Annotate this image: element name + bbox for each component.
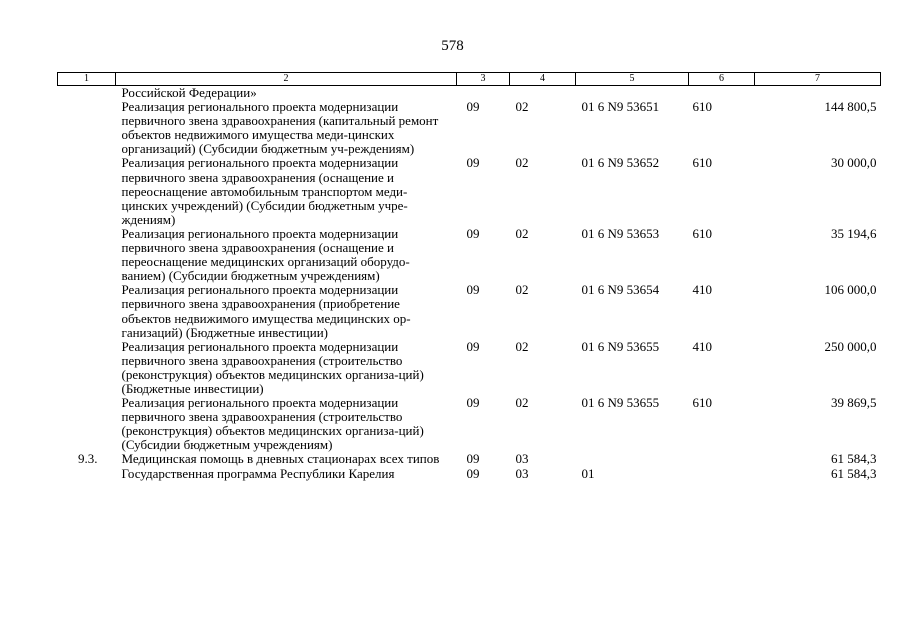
header-col-5: 5 [576, 73, 689, 86]
row-amount: 106 000,0 [824, 282, 877, 298]
table-row [58, 452, 881, 466]
row-expense-type [689, 86, 755, 101]
row-target-article [576, 86, 689, 101]
page-number: 578 [441, 38, 464, 54]
row-description: Государственная программа Республики Карелия [121, 465, 395, 481]
row-subsection: 02 [515, 338, 529, 354]
row-amount: 61 584,3 [831, 465, 877, 481]
row-expense-type: 610 [692, 155, 712, 171]
row-number [58, 396, 116, 452]
row-number [58, 86, 116, 101]
row-target-article: 01 [581, 465, 595, 481]
row-section: 09 [466, 99, 480, 115]
row-number [58, 467, 116, 481]
row-section: 09 [466, 225, 480, 241]
row-section: 09 [466, 282, 480, 298]
row-section [457, 86, 510, 101]
row-amount: 30 000,0 [831, 155, 877, 171]
header-col-6: 6 [689, 73, 755, 86]
row-subsection: 02 [515, 99, 529, 115]
table-row [58, 156, 881, 226]
row-number: 9.3. [78, 451, 98, 467]
row-section: 09 [466, 451, 480, 467]
header-row [58, 73, 881, 86]
header-col-1: 1 [58, 73, 116, 86]
row-subsection: 02 [515, 155, 529, 171]
row-subsection: 03 [515, 451, 529, 467]
row-subsection: 02 [515, 225, 529, 241]
row-amount: 61 584,3 [831, 451, 877, 467]
row-description: Медицинская помощь в дневных стационарах всех типов [121, 451, 440, 467]
row-target-article [576, 452, 689, 466]
header-col-2: 2 [116, 73, 457, 86]
row-target-article: 01 6 N9 53654 [581, 282, 660, 298]
row-description: Реализация регионального проекта модернизации первичного звена здравоохранения (приобретение объектов недвижимого имущества медицинских ор-ганизаций) (Бюджетные инвестиции) [121, 282, 411, 340]
row-description: Реализация регионального проекта модернизации первичного звена здравоохранения (строительство (реконструкция) объектов медицинских организа-ций) (Субсидии бюджетным учреждениям) [121, 395, 424, 453]
row-number [58, 227, 116, 283]
table-row [58, 467, 881, 481]
row-expense-type: 410 [692, 338, 712, 354]
row-expense-type: 410 [692, 282, 712, 298]
row-description: Реализация регионального проекта модернизации первичного звена здравоохранения (капитальный ремонт объектов недвижимого имущества меди-цинских организаций) (Субсидии бюджетным уч-реждениям) [121, 99, 439, 157]
table-row [58, 396, 881, 452]
row-description: Реализация регионального проекта модернизации первичного звена здравоохранения (оснащение и переоснащение автомобильным транспортом меди-цинских учреждений) (Субсидии бюджетным учре-ждениям) [121, 155, 408, 227]
row-subsection: 03 [515, 465, 529, 481]
budget-table [57, 72, 881, 481]
row-target-article: 01 6 N9 53651 [581, 99, 660, 115]
row-subsection: 02 [515, 395, 529, 411]
table-row [58, 340, 881, 396]
row-subsection [510, 86, 576, 101]
row-expense-type: 610 [692, 395, 712, 411]
header-col-7: 7 [755, 73, 881, 86]
row-amount: 39 869,5 [831, 395, 877, 411]
table-row [58, 86, 881, 101]
table-row [58, 100, 881, 156]
row-expense-type: 610 [692, 99, 712, 115]
row-amount: 144 800,5 [824, 99, 877, 115]
row-target-article: 01 6 N9 53653 [581, 225, 660, 241]
row-amount [755, 86, 881, 101]
row-number [58, 283, 116, 339]
row-expense-type: 610 [692, 225, 712, 241]
row-number [58, 340, 116, 396]
header-col-3: 3 [457, 73, 510, 86]
header-col-4: 4 [510, 73, 576, 86]
row-target-article: 01 6 N9 53652 [581, 155, 660, 171]
row-amount: 35 194,6 [831, 225, 877, 241]
row-description: Российской Федерации» [121, 85, 257, 100]
row-section: 09 [466, 465, 480, 481]
row-section: 09 [466, 395, 480, 411]
table-row [58, 227, 881, 283]
row-description: Реализация регионального проекта модернизации первичного звена здравоохранения (строительство (реконструкция) объектов медицинских организа-ций) (Бюджетные инвестиции) [121, 338, 424, 396]
table-row [58, 283, 881, 339]
row-number [58, 100, 116, 156]
row-section: 09 [466, 338, 480, 354]
row-expense-type [689, 467, 755, 481]
row-expense-type [689, 452, 755, 466]
row-section: 09 [466, 155, 480, 171]
row-subsection: 02 [515, 282, 529, 298]
row-target-article: 01 6 N9 53655 [581, 395, 660, 411]
row-amount: 250 000,0 [824, 338, 877, 354]
row-number [58, 156, 116, 226]
row-description: Реализация регионального проекта модернизации первичного звена здравоохранения (оснащение и переоснащение медицинских организаций оборудо-ванием) (Субсидии бюджетным учреждениям) [121, 225, 410, 284]
row-target-article: 01 6 N9 53655 [581, 338, 660, 354]
